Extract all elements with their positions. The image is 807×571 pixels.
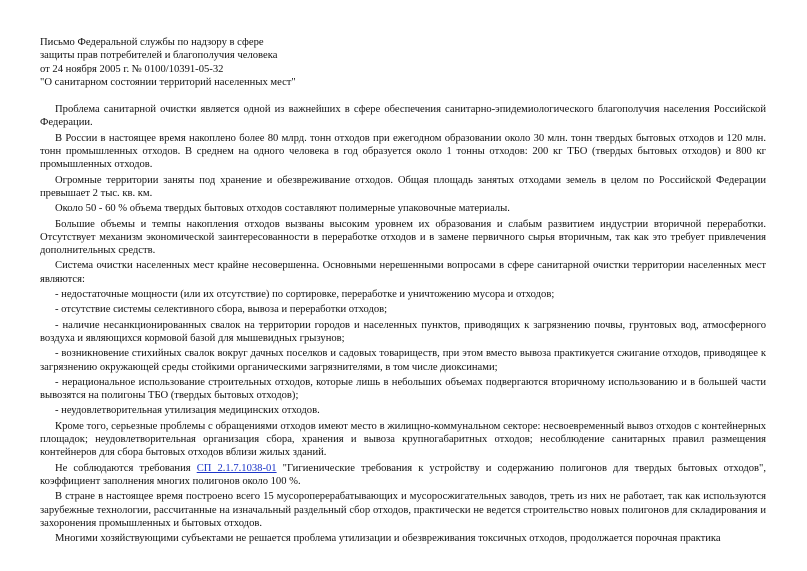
list-item: - нерациональное использование строительных отходов, которые лишь в небольших объемах подвергаются вторичному использованию и в большей части вывозятся на полигоны ТБО (твердых бытовых отходов); bbox=[40, 376, 766, 402]
paragraph-polymers: Около 50 - 60 % объема твердых бытовых отходов составляют полимерные упаковочные материалы. bbox=[55, 203, 510, 215]
heading-line-date-number: от 24 ноября 2005 г. № 0100/10391-05-32 bbox=[40, 63, 224, 75]
paragraph-territories: Огромные территории заняты под хранение и обезвреживание отходов. Общая площадь занятых отходами земель в целом по Российской Федерации превышает 2 тыс. кв. км. bbox=[40, 174, 766, 199]
document-page bbox=[40, 36, 766, 547]
list-item: - недостаточные мощности (или их отсутствие) по сортировке, переработке и уничтожению мусора и отходов; bbox=[55, 289, 555, 301]
sp-regulation-link[interactable]: СП 2.1.7.1038-01 bbox=[196, 462, 277, 474]
paragraph-intro: Проблема санитарной очистки является одной из важнейших в сфере обеспечения санитарно-эпидемиологического благополучия населения Российской Федерации. bbox=[40, 104, 766, 129]
paragraph-waste-volume: В России в настоящее время накоплено более 80 млрд. тонн отходов при ежегодном образовании около 30 млн. тонн твердых бытовых отходов и 120 млн. тонн промышленных отходов. В среднем на одного человека в год образуется около 1 тонны отходов: 200 кг ТБО (твердых бытовых отходов) и 800 кг промышленных отходов. bbox=[40, 132, 766, 171]
paragraph-recycling: Большие объемы и темпы накопления отходов вызваны высоким уровнем их образования и слабым развитием индустрии вторичной переработки. Отсутствует механизм экономической заинтересованности в переработке отходов и в замене первичного сырья вторичным, так как это требует привлечения дополнительных средств. bbox=[40, 218, 766, 257]
list-item: - отсутствие системы селективного сбора, вывоза и переработки отходов; bbox=[55, 304, 388, 316]
paragraph-toxic-waste: Многими хозяйствующими субъектами не решается проблема утилизации и обезвреживания токсичных отходов, продолжается порочная практика bbox=[55, 533, 721, 545]
requirements-text-end: "Гигиенические требования к устройству и содержанию полигонов для твердых бытовых отходов", коэффициент заполнения многих полигонов около 100 %. bbox=[40, 462, 766, 487]
paragraph-system-issues: Система очистки населенных мест крайне несовершенна. Основными нерешенными вопросами в сфере санитарной очистки территории населенных мест являются: bbox=[40, 260, 766, 285]
heading-line-title: "О санитарном состоянии территорий населенных мест" bbox=[40, 76, 296, 88]
requirements-text-start: Не соблюдаются требования bbox=[55, 462, 197, 474]
paragraph-housing-sector: Кроме того, серьезные проблемы с обращениями отходов имеют место в жилищно-коммунальном секторе: несвоевременный вывоз отходов с контейнерных площадок; неудовлетворительная организация сбора, хранения и вывоза крупногабаритных отходов; несоблюдение санитарных правил размещения контейнеров для сбора бытовых отходов вблизи жилых зданий. bbox=[40, 420, 766, 459]
list-item: - возникновение стихийных свалок вокруг дачных поселков и садовых товариществ, при этом вместо вывоза практикуется сжигание отходов, приводящее к загрязнению окружающей среды стойкими органическими загрязнителями, в том числе диоксинами; bbox=[40, 348, 766, 373]
document-heading bbox=[40, 36, 766, 89]
heading-line-agency: Письмо Федеральной службы по надзору в сфере bbox=[40, 37, 264, 48]
list-item: - наличие несанкционированных свалок на территории городов и населенных пунктов, приводящих к загрязнению почвы, грунтовых вод, атмосферного воздуха и являющихся кормовой базой для мышевидных грызунов; bbox=[40, 319, 766, 344]
heading-line-agency-cont: защиты прав потребителей и благополучия человека bbox=[40, 50, 278, 62]
paragraph-plants: В стране в настоящее время построено всего 15 мусороперерабатывающих и мусоросжигательных заводов, треть из них не работает, так как используются зарубежные технологии, рассчитанные на изначальный раздельный сбор отходов, практически не ведется строительство новых полигонов для складирования и захоронения промышленных и бытовых отходов. bbox=[40, 491, 766, 529]
list-item: - неудовлетворительная утилизация медицинских отходов. bbox=[55, 405, 320, 417]
paragraph-requirements bbox=[40, 462, 766, 489]
